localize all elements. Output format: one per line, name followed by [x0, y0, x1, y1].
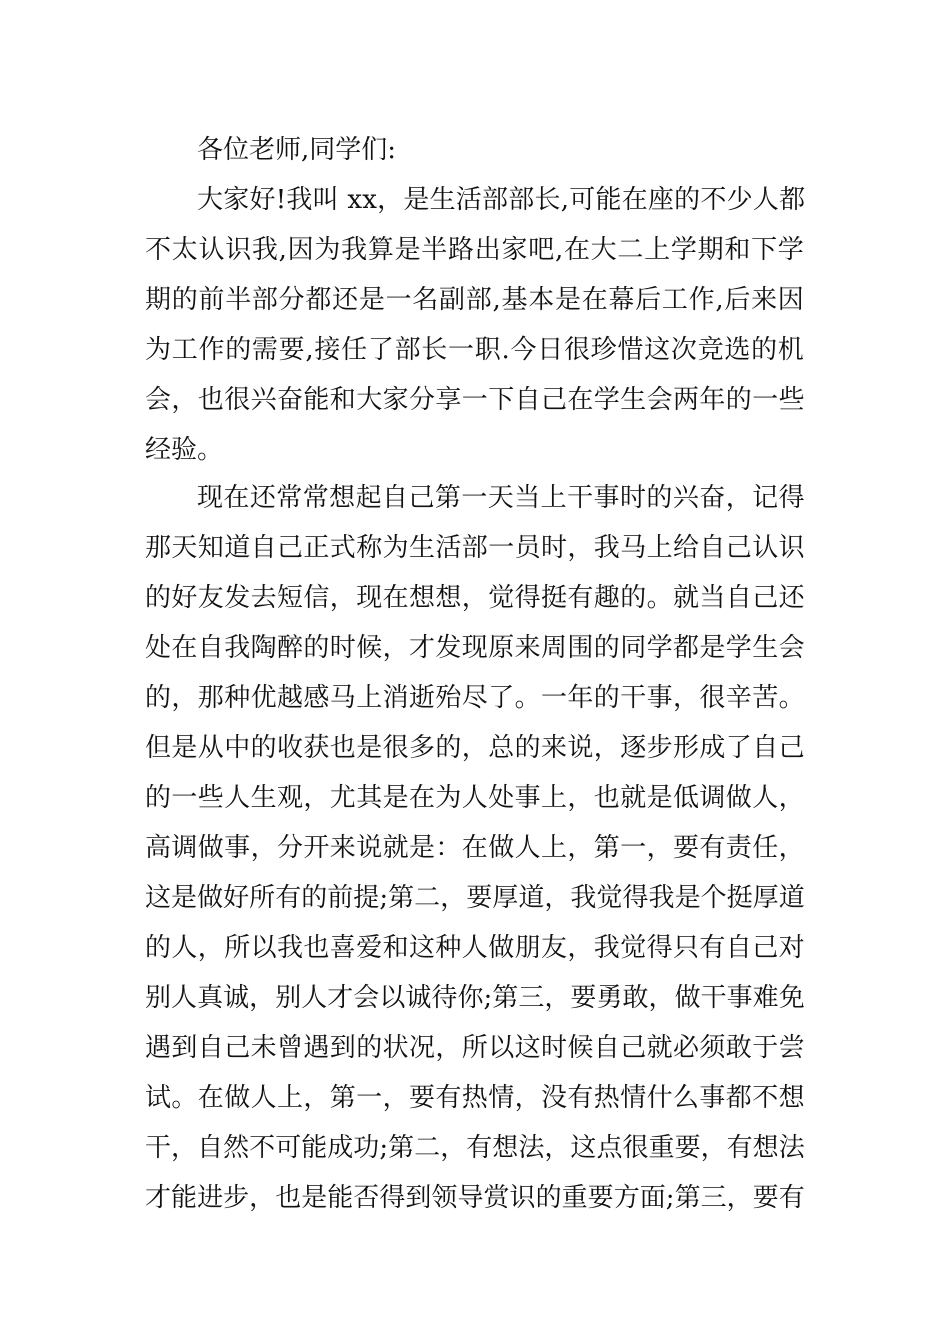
paragraph-2-line-13: 试。在做人上，第一，要有热情，没有热情什么事都不想: [145, 1083, 806, 1113]
text-line: [0, 325, 950, 375]
paragraph-2-line-8: 高调做事，分开来说就是：在做人上，第一，要有责任，: [145, 833, 806, 863]
text-line: [0, 1073, 950, 1123]
paragraph-2-line-12: 遇到自己未曾遇到的状况，所以这时候自己就必须敢于尝: [145, 1033, 806, 1063]
text-line: [0, 923, 950, 973]
text-line: [0, 723, 950, 773]
paragraph-2-line-4: 处在自我陶醉的时候，才发现原来周围的同学都是学生会: [145, 633, 806, 663]
text-line: [0, 873, 950, 923]
paragraph-2-line-15: 才能进步，也是能否得到领导赏识的重要方面;第三，要有: [145, 1183, 805, 1213]
paragraph-2-line-11: 别人真诚，别人才会以诚待你;第三，要勇敢，做干事难免: [145, 983, 805, 1013]
text-line: [0, 523, 950, 573]
paragraph-1-line-6: 经验。: [145, 435, 224, 465]
text-line: [0, 1123, 950, 1173]
text-line: [0, 673, 950, 723]
text-line: [0, 225, 950, 275]
paragraph-1-line-3: 期的前半部分都还是一名副部,基本是在幕后工作,后来因: [145, 285, 805, 315]
paragraph-2-line-5: 的，那种优越感马上消逝殆尽了。一年的干事，很辛苦。: [145, 683, 806, 713]
text-line: [0, 973, 950, 1023]
text-line: [0, 375, 950, 425]
paragraph-2-line-14: 干，自然不可能成功;第二，有想法，这点很重要，有想法: [145, 1133, 805, 1163]
paragraph-1-line-1: 大家好!我叫 xx，是生活部部长,可能在座的不少人都: [197, 185, 806, 215]
text-line: [0, 623, 950, 673]
text-line: [0, 473, 950, 523]
paragraph-1-line-5: 会，也很兴奋能和大家分享一下自己在学生会两年的一些: [145, 385, 806, 415]
text-line: [0, 1173, 950, 1223]
paragraph-2-line-1: 现在还常常想起自己第一天当上干事时的兴奋，记得: [197, 483, 806, 513]
text-line: [0, 823, 950, 873]
text-line: [0, 125, 950, 175]
text-line: [0, 275, 950, 325]
paragraph-2-line-3: 的好友发去短信，现在想想，觉得挺有趣的。就当自己还: [145, 583, 806, 613]
paragraph-1-line-4: 为工作的需要,接任了部长一职.今日很珍惜这次竞选的机: [145, 335, 805, 365]
text-line: [0, 425, 950, 475]
salutation: 各位老师,同学们:: [197, 135, 397, 165]
paragraph-1-line-2: 不太认识我,因为我算是半路出家吧,在大二上学期和下学: [145, 235, 805, 265]
text-line: [0, 773, 950, 823]
text-line: [0, 175, 950, 225]
paragraph-2-line-10: 的人，所以我也喜爱和这种人做朋友，我觉得只有自己对: [145, 933, 806, 963]
text-line: [0, 573, 950, 623]
paragraph-2-line-2: 那天知道自己正式称为生活部一员时，我马上给自己认识: [145, 533, 806, 563]
paragraph-2-line-7: 的一些人生观，尤其是在为人处事上，也就是低调做人，: [145, 783, 806, 813]
text-line: [0, 1023, 950, 1073]
paragraph-2-line-9: 这是做好所有的前提;第二，要厚道，我觉得我是个挺厚道: [145, 883, 805, 913]
paragraph-2-line-6: 但是从中的收获也是很多的，总的来说，逐步形成了自己: [145, 733, 806, 763]
